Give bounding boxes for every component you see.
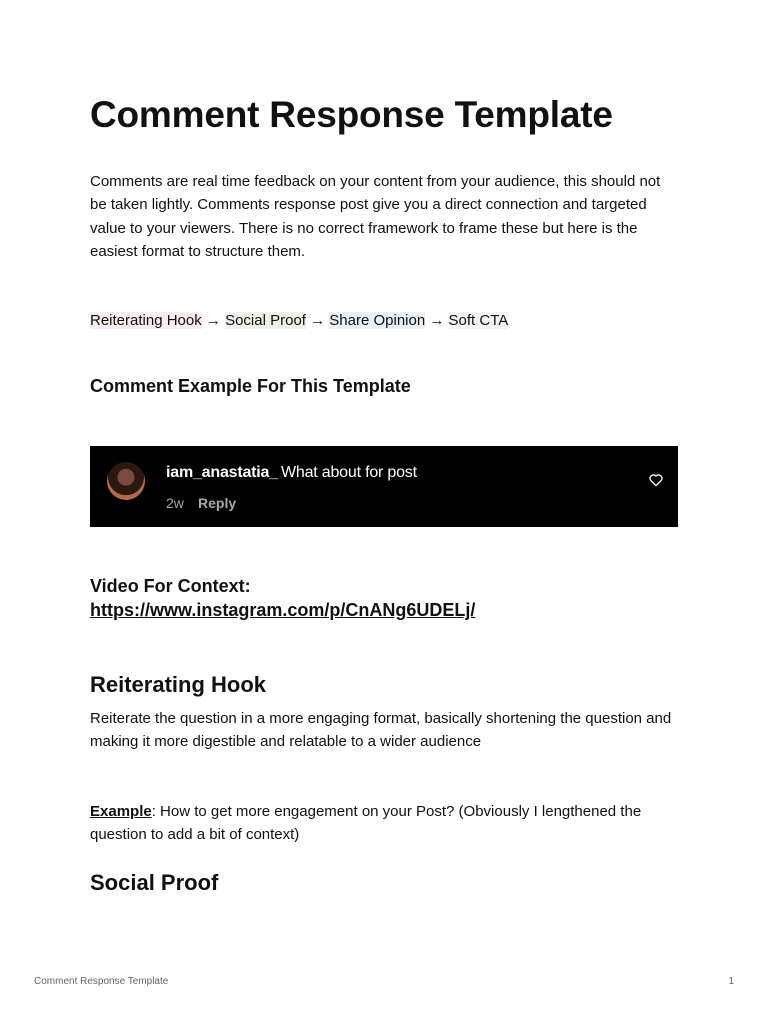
example-heading: Comment Example For This Template	[90, 376, 411, 396]
footer-doc-title: Comment Response Template	[34, 976, 169, 987]
flow-arrow: →	[201, 312, 226, 329]
flow-arrow: →	[425, 312, 449, 329]
example-paragraph	[90, 800, 680, 847]
flow-step-reiterating-hook: Reiterating Hook	[90, 312, 202, 329]
flow-step-social-proof: Social Proof	[225, 312, 306, 329]
footer-page-number: 1	[728, 976, 734, 987]
flow-step-soft-cta: Soft CTA	[448, 312, 509, 329]
avatar	[107, 462, 145, 500]
video-link[interactable]: https://www.instagram.com/p/CnANg6UDELj/	[90, 600, 476, 620]
flow-arrow: →	[305, 312, 330, 329]
example-text: : How to get more engagement on your Post? (Obviously I lengthened the question to add a bit of context)	[90, 803, 642, 844]
section-heading-reiterating-hook: Reiterating Hook	[90, 672, 267, 697]
video-context-label: Video For Context:	[90, 576, 251, 596]
reply-button[interactable]: Reply	[198, 495, 237, 511]
template-flow	[90, 310, 508, 332]
hook-description: Reiterate the question in a more engaging format, basically shortening the question and making it more digestible and relatable to a wider audience	[90, 710, 672, 751]
flow-step-share-opinion: Share Opinion	[329, 312, 426, 329]
page-title: Comment Response Template	[90, 94, 613, 135]
intro-paragraph: Comments are real time feedback on your content from your audience, this should not be taken lightly. Comments response post give you a direct connection and targeted value to your viewers. There is no correct framework to frame these but here is the easiest format to structure them.	[90, 173, 661, 260]
heart-icon[interactable]	[648, 472, 664, 488]
example-label: Example	[90, 803, 152, 820]
comment-timestamp: 2w	[166, 495, 184, 511]
comment-text: What about for post	[281, 464, 417, 481]
section-heading-social-proof: Social Proof	[90, 870, 219, 895]
comment-username: iam_anastatia_	[166, 464, 278, 481]
comment-screenshot	[90, 446, 678, 527]
